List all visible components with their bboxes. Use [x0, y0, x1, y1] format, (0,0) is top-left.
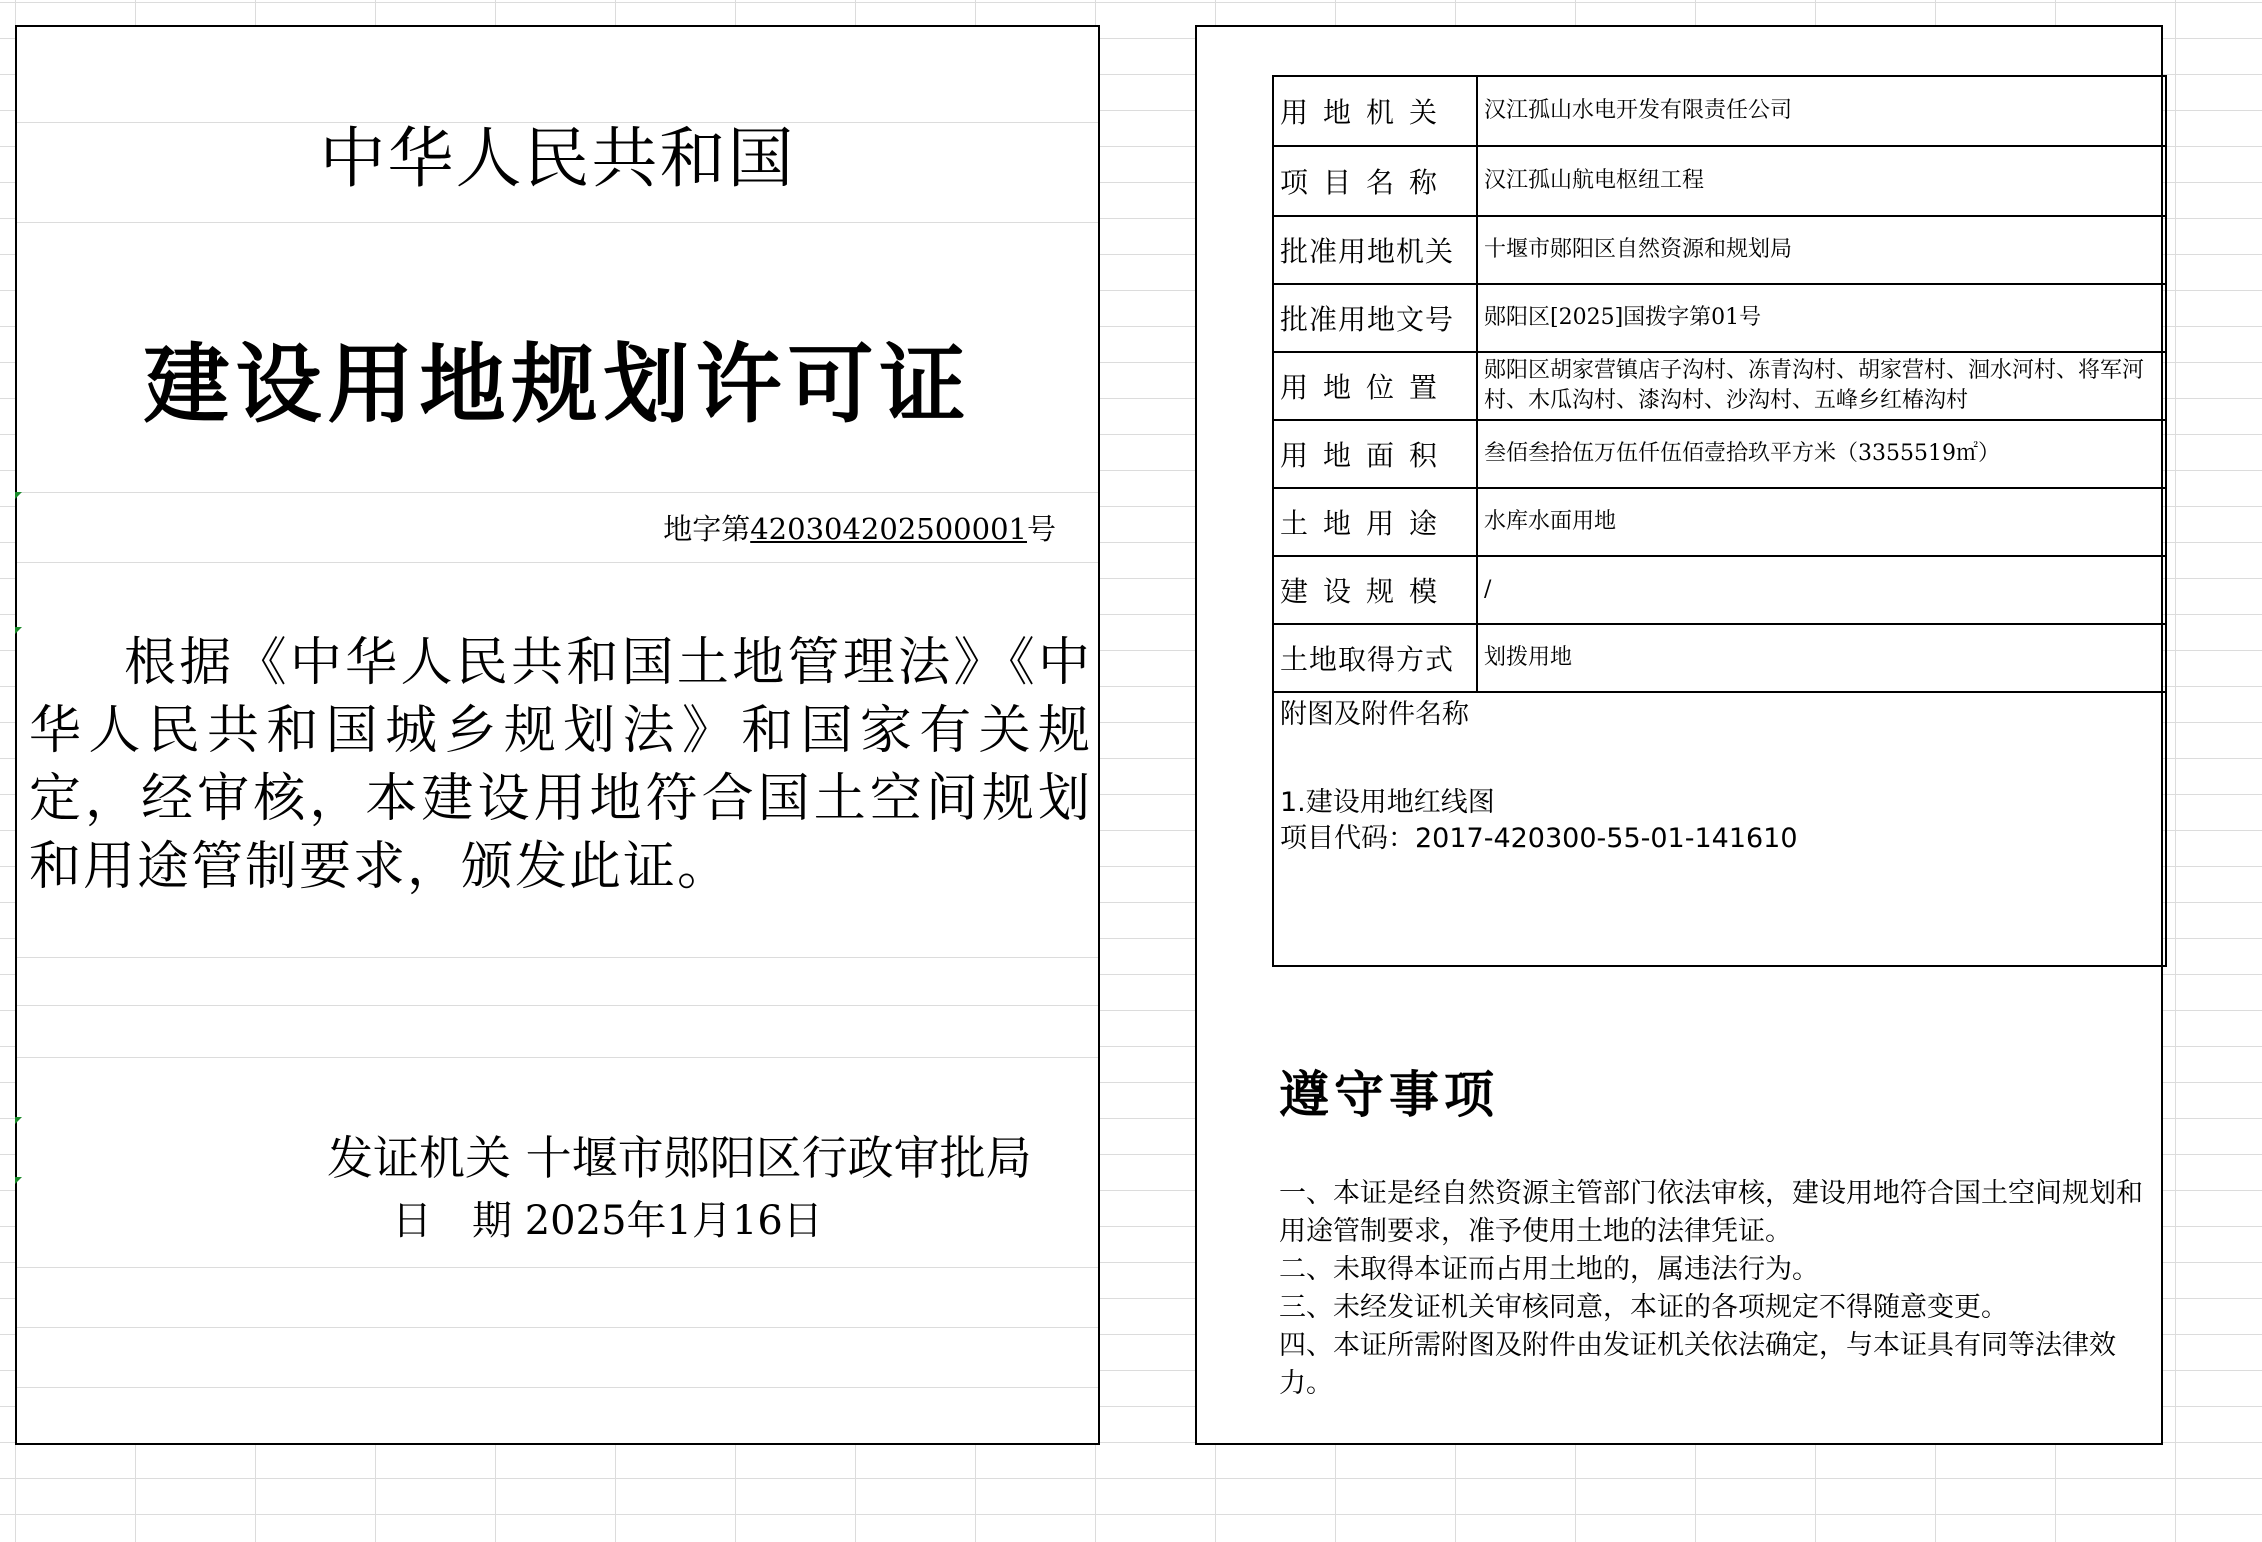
row-value[interactable]: 水库水面用地 — [1477, 488, 2166, 556]
list-item: 四、本证所需附图及附件由发证机关依法确定，与本证具有同等法律效力。 — [1279, 1330, 2116, 1399]
grid-line — [17, 1327, 1098, 1328]
attachment-item: 1.建设用地红线图 — [1280, 787, 1495, 818]
certificate-number-prefix: 地字第 — [663, 512, 751, 546]
cell-comment-marker — [15, 627, 22, 634]
list-item: 三、未经发证机关审核同意，本证的各项规定不得随意变更。 — [1279, 1292, 2008, 1323]
grid-line — [17, 492, 1098, 493]
grid-line — [17, 562, 1098, 563]
row-value[interactable]: 划拨用地 — [1477, 624, 2166, 692]
row-value[interactable]: / — [1477, 556, 2166, 624]
table-row — [1273, 76, 2166, 146]
notes-list — [1279, 1175, 2143, 1403]
row-label: 项目名称 — [1273, 146, 1477, 216]
list-item: 一、本证是经自然资源主管部门依法审核，建设用地符合国土空间规划和用途管制要求，准予使用土地的法律凭证。 — [1279, 1178, 2143, 1247]
row-value[interactable]: 十堰市郧阳区自然资源和规划局 — [1477, 216, 2166, 284]
issue-date — [392, 1189, 823, 1246]
certificate-number-suffix: 号 — [1026, 512, 1056, 546]
row-value[interactable]: 汉江孤山航电枢纽工程 — [1477, 146, 2166, 216]
table-row — [1273, 216, 2166, 284]
row-label: 土地取得方式 — [1273, 624, 1477, 692]
table-row — [1273, 556, 2166, 624]
row-label: 用地面积 — [1273, 420, 1477, 488]
row-label: 批准用地机关 — [1273, 216, 1477, 284]
grid-line — [17, 1005, 1098, 1006]
row-value[interactable]: 汉江孤山水电开发有限责任公司 — [1477, 76, 2166, 146]
row-label: 建设规模 — [1273, 556, 1477, 624]
row-label: 用地位置 — [1273, 352, 1477, 420]
issuer-label: 发证机关 — [327, 1131, 511, 1185]
legal-basis-paragraph: 根据《中华人民共和国土地管理法》《中华人民共和国城乡规划法》和国家有关规定，经审核，本建设用地符合国土空间规划和用途管制要求，颁发此证。 — [29, 633, 1092, 897]
issuing-authority — [327, 1122, 1032, 1188]
table-row — [1273, 284, 2166, 352]
table-row — [1273, 146, 2166, 216]
certificate-title: 建设用地规划许可证 — [143, 335, 972, 435]
cell-comment-marker — [15, 1177, 22, 1184]
issuer-value: 十堰市郧阳区行政审批局 — [525, 1131, 1032, 1185]
table-row — [1273, 352, 2166, 420]
land-info-table — [1272, 75, 2167, 967]
certificate-number — [663, 507, 1056, 548]
row-value[interactable]: 叁佰叁拾伍万伍仟伍佰壹拾玖平方米（3355519㎡） — [1477, 420, 2166, 488]
notes-title: 遵守事项 — [1279, 1065, 1499, 1124]
date-label: 日 期 — [392, 1198, 512, 1244]
table-row — [1273, 488, 2166, 556]
cell-comment-marker — [15, 492, 22, 499]
attachment-item: 项目代码：2017-420300-55-01-141610 — [1280, 823, 1798, 854]
grid-line — [17, 957, 1098, 958]
certificate-number-value: 420304202500001 — [750, 512, 1027, 546]
table-row — [1273, 624, 2166, 692]
row-label: 土地用途 — [1273, 488, 1477, 556]
country-name: 中华人民共和国 — [319, 120, 796, 197]
cell-comment-marker — [15, 1117, 22, 1124]
date-value: 2025年1月16日 — [524, 1198, 823, 1244]
grid-line — [17, 1387, 1098, 1388]
grid-line — [17, 222, 1098, 223]
attachments-cell[interactable] — [1273, 692, 2166, 966]
certificate-back-page — [1195, 25, 2163, 1445]
grid-line — [17, 1267, 1098, 1268]
attachments-title: 附图及附件名称 — [1280, 699, 1469, 730]
table-row — [1273, 420, 2166, 488]
row-value[interactable]: 郧阳区[2025]国拨字第01号 — [1477, 284, 2166, 352]
table-row — [1273, 692, 2166, 966]
grid-line — [17, 1057, 1098, 1058]
row-value[interactable]: 郧阳区胡家营镇店子沟村、冻青沟村、胡家营村、洄水河村、将军河村、木瓜沟村、漆沟村、沙沟村、五峰乡红椿沟村 — [1477, 352, 2166, 420]
row-label: 用地机关 — [1273, 76, 1477, 146]
certificate-front-page — [15, 25, 1100, 1445]
row-label: 批准用地文号 — [1273, 284, 1477, 352]
list-item: 二、未取得本证而占用土地的，属违法行为。 — [1279, 1254, 1819, 1285]
